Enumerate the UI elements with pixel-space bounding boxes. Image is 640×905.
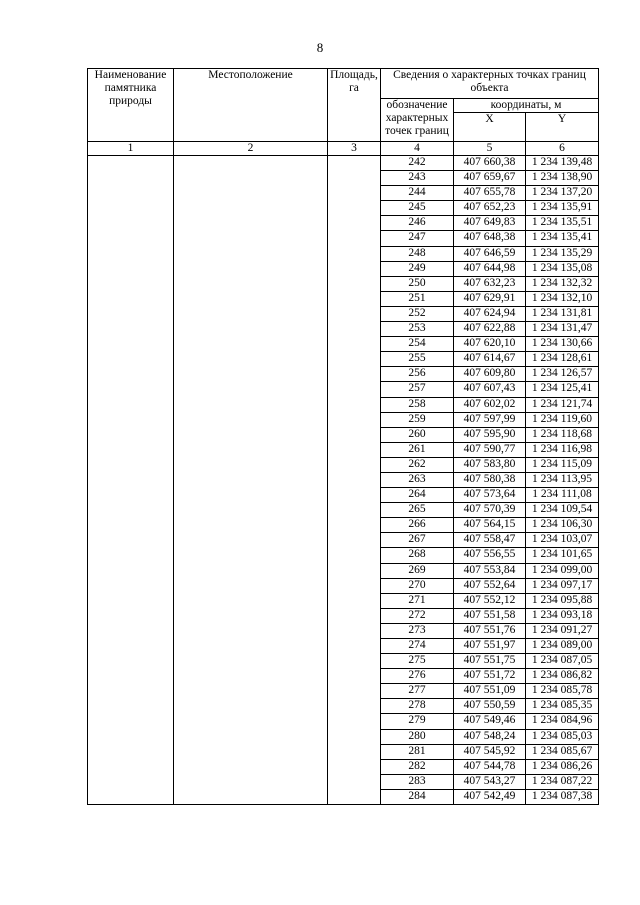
y-coordinate-cell: 1 234 093,18: [526, 608, 599, 623]
header-name: Наименование памятника природы: [88, 69, 174, 142]
point-number-cell: 258: [381, 397, 454, 412]
y-coordinate-cell: 1 234 116,98: [526, 442, 599, 457]
point-number-cell: 267: [381, 533, 454, 548]
y-coordinate-cell: 1 234 106,30: [526, 518, 599, 533]
x-coordinate-cell: 407 558,47: [454, 533, 526, 548]
point-number-cell: 261: [381, 442, 454, 457]
point-number-cell: 281: [381, 744, 454, 759]
point-number-cell: 247: [381, 231, 454, 246]
point-number-cell: 257: [381, 382, 454, 397]
y-coordinate-cell: 1 234 101,65: [526, 548, 599, 563]
column-index: 1: [88, 142, 174, 156]
x-coordinate-cell: 407 660,38: [454, 156, 526, 171]
x-coordinate-cell: 407 551,72: [454, 669, 526, 684]
x-coordinate-cell: 407 649,83: [454, 216, 526, 231]
x-coordinate-cell: 407 552,64: [454, 578, 526, 593]
point-number-cell: 249: [381, 261, 454, 276]
x-coordinate-cell: 407 570,39: [454, 503, 526, 518]
x-coordinate-cell: 407 545,92: [454, 744, 526, 759]
header-designation: обозначение характерных точек границ: [381, 99, 454, 142]
x-coordinate-cell: 407 564,15: [454, 518, 526, 533]
point-number-cell: 250: [381, 276, 454, 291]
column-index: 3: [328, 142, 381, 156]
x-coordinate-cell: 407 624,94: [454, 306, 526, 321]
x-coordinate-cell: 407 629,91: [454, 291, 526, 306]
x-coordinate-cell: 407 597,99: [454, 412, 526, 427]
x-coordinate-cell: 407 595,90: [454, 427, 526, 442]
point-number-cell: 282: [381, 759, 454, 774]
y-coordinate-cell: 1 234 135,91: [526, 201, 599, 216]
point-number-cell: 283: [381, 774, 454, 789]
y-coordinate-cell: 1 234 111,08: [526, 488, 599, 503]
y-coordinate-cell: 1 234 086,82: [526, 669, 599, 684]
y-coordinate-cell: 1 234 087,05: [526, 654, 599, 669]
x-coordinate-cell: 407 590,77: [454, 442, 526, 457]
y-coordinate-cell: 1 234 103,07: [526, 533, 599, 548]
point-number-cell: 280: [381, 729, 454, 744]
point-number-cell: 260: [381, 427, 454, 442]
x-coordinate-cell: 407 542,49: [454, 789, 526, 804]
point-number-cell: 242: [381, 156, 454, 171]
x-coordinate-cell: 407 632,23: [454, 276, 526, 291]
y-coordinate-cell: 1 234 135,51: [526, 216, 599, 231]
y-coordinate-cell: 1 234 084,96: [526, 714, 599, 729]
y-coordinate-cell: 1 234 087,38: [526, 789, 599, 804]
y-coordinate-cell: 1 234 139,48: [526, 156, 599, 171]
point-number-cell: 259: [381, 412, 454, 427]
y-coordinate-cell: 1 234 109,54: [526, 503, 599, 518]
point-number-cell: 251: [381, 291, 454, 306]
x-coordinate-cell: 407 543,27: [454, 774, 526, 789]
point-number-cell: 272: [381, 608, 454, 623]
point-number-cell: 278: [381, 699, 454, 714]
y-coordinate-cell: 1 234 121,74: [526, 397, 599, 412]
x-coordinate-cell: 407 652,23: [454, 201, 526, 216]
header-y: Y: [526, 113, 599, 142]
area-cell: [328, 156, 381, 805]
point-number-cell: 276: [381, 669, 454, 684]
y-coordinate-cell: 1 234 089,00: [526, 639, 599, 654]
x-coordinate-cell: 407 551,97: [454, 639, 526, 654]
y-coordinate-cell: 1 234 115,09: [526, 457, 599, 472]
x-coordinate-cell: 407 583,80: [454, 457, 526, 472]
table-body: [88, 156, 599, 805]
y-coordinate-cell: 1 234 097,17: [526, 578, 599, 593]
x-coordinate-cell: 407 551,09: [454, 684, 526, 699]
point-number-cell: 284: [381, 789, 454, 804]
column-index: 5: [454, 142, 526, 156]
point-number-cell: 246: [381, 216, 454, 231]
column-index: 2: [174, 142, 328, 156]
point-number-cell: 270: [381, 578, 454, 593]
x-coordinate-cell: 407 648,38: [454, 231, 526, 246]
point-number-cell: 277: [381, 684, 454, 699]
point-number-cell: 255: [381, 352, 454, 367]
y-coordinate-cell: 1 234 132,10: [526, 291, 599, 306]
y-coordinate-cell: 1 234 085,78: [526, 684, 599, 699]
column-index: 6: [526, 142, 599, 156]
x-coordinate-cell: 407 548,24: [454, 729, 526, 744]
y-coordinate-cell: 1 234 118,68: [526, 427, 599, 442]
y-coordinate-cell: 1 234 126,57: [526, 367, 599, 382]
point-number-cell: 256: [381, 367, 454, 382]
page-number: 8: [316, 40, 324, 55]
point-number-cell: 263: [381, 472, 454, 487]
y-coordinate-cell: 1 234 137,20: [526, 186, 599, 201]
y-coordinate-cell: 1 234 087,22: [526, 774, 599, 789]
y-coordinate-cell: 1 234 091,27: [526, 623, 599, 638]
x-coordinate-cell: 407 602,02: [454, 397, 526, 412]
column-index-row: [88, 142, 599, 156]
y-coordinate-cell: 1 234 132,32: [526, 276, 599, 291]
y-coordinate-cell: 1 234 135,29: [526, 246, 599, 261]
point-number-cell: 275: [381, 654, 454, 669]
x-coordinate-cell: 407 607,43: [454, 382, 526, 397]
point-number-cell: 252: [381, 306, 454, 321]
header-coordinates: координаты, м: [454, 99, 599, 113]
point-number-cell: 253: [381, 322, 454, 337]
header-points-info: Сведения о характерных точках границ объекта: [381, 69, 599, 99]
x-coordinate-cell: 407 556,55: [454, 548, 526, 563]
header-area: Площадь, га: [328, 69, 381, 142]
y-coordinate-cell: 1 234 095,88: [526, 593, 599, 608]
column-index: 4: [381, 142, 454, 156]
x-coordinate-cell: 407 646,59: [454, 246, 526, 261]
x-coordinate-cell: 407 550,59: [454, 699, 526, 714]
x-coordinate-cell: 407 544,78: [454, 759, 526, 774]
y-coordinate-cell: 1 234 128,61: [526, 352, 599, 367]
y-coordinate-cell: 1 234 119,60: [526, 412, 599, 427]
x-coordinate-cell: 407 659,67: [454, 171, 526, 186]
y-coordinate-cell: 1 234 113,95: [526, 472, 599, 487]
point-number-cell: 264: [381, 488, 454, 503]
point-number-cell: 254: [381, 337, 454, 352]
x-coordinate-cell: 407 551,58: [454, 608, 526, 623]
header-x: X: [454, 113, 526, 142]
y-coordinate-cell: 1 234 131,81: [526, 306, 599, 321]
x-coordinate-cell: 407 620,10: [454, 337, 526, 352]
point-number-cell: 245: [381, 201, 454, 216]
point-number-cell: 274: [381, 639, 454, 654]
x-coordinate-cell: 407 549,46: [454, 714, 526, 729]
point-number-cell: 262: [381, 457, 454, 472]
point-number-cell: 266: [381, 518, 454, 533]
y-coordinate-cell: 1 234 138,90: [526, 171, 599, 186]
x-coordinate-cell: 407 609,80: [454, 367, 526, 382]
y-coordinate-cell: 1 234 135,08: [526, 261, 599, 276]
point-number-cell: 279: [381, 714, 454, 729]
table-row: [88, 156, 599, 171]
y-coordinate-cell: 1 234 099,00: [526, 563, 599, 578]
y-coordinate-cell: 1 234 131,47: [526, 322, 599, 337]
boundary-points-table: [87, 68, 599, 805]
y-coordinate-cell: 1 234 085,67: [526, 744, 599, 759]
x-coordinate-cell: 407 655,78: [454, 186, 526, 201]
x-coordinate-cell: 407 622,88: [454, 322, 526, 337]
x-coordinate-cell: 407 551,76: [454, 623, 526, 638]
header-location: Местоположение: [174, 69, 328, 142]
point-number-cell: 268: [381, 548, 454, 563]
y-coordinate-cell: 1 234 086,26: [526, 759, 599, 774]
x-coordinate-cell: 407 580,38: [454, 472, 526, 487]
point-number-cell: 244: [381, 186, 454, 201]
x-coordinate-cell: 407 573,64: [454, 488, 526, 503]
y-coordinate-cell: 1 234 135,41: [526, 231, 599, 246]
point-number-cell: 265: [381, 503, 454, 518]
name-cell: [88, 156, 174, 805]
x-coordinate-cell: 407 551,75: [454, 654, 526, 669]
x-coordinate-cell: 407 614,67: [454, 352, 526, 367]
y-coordinate-cell: 1 234 085,35: [526, 699, 599, 714]
y-coordinate-cell: 1 234 125,41: [526, 382, 599, 397]
point-number-cell: 273: [381, 623, 454, 638]
x-coordinate-cell: 407 644,98: [454, 261, 526, 276]
y-coordinate-cell: 1 234 130,66: [526, 337, 599, 352]
location-cell: [174, 156, 328, 805]
y-coordinate-cell: 1 234 085,03: [526, 729, 599, 744]
point-number-cell: 269: [381, 563, 454, 578]
x-coordinate-cell: 407 553,84: [454, 563, 526, 578]
x-coordinate-cell: 407 552,12: [454, 593, 526, 608]
point-number-cell: 248: [381, 246, 454, 261]
point-number-cell: 243: [381, 171, 454, 186]
point-number-cell: 271: [381, 593, 454, 608]
